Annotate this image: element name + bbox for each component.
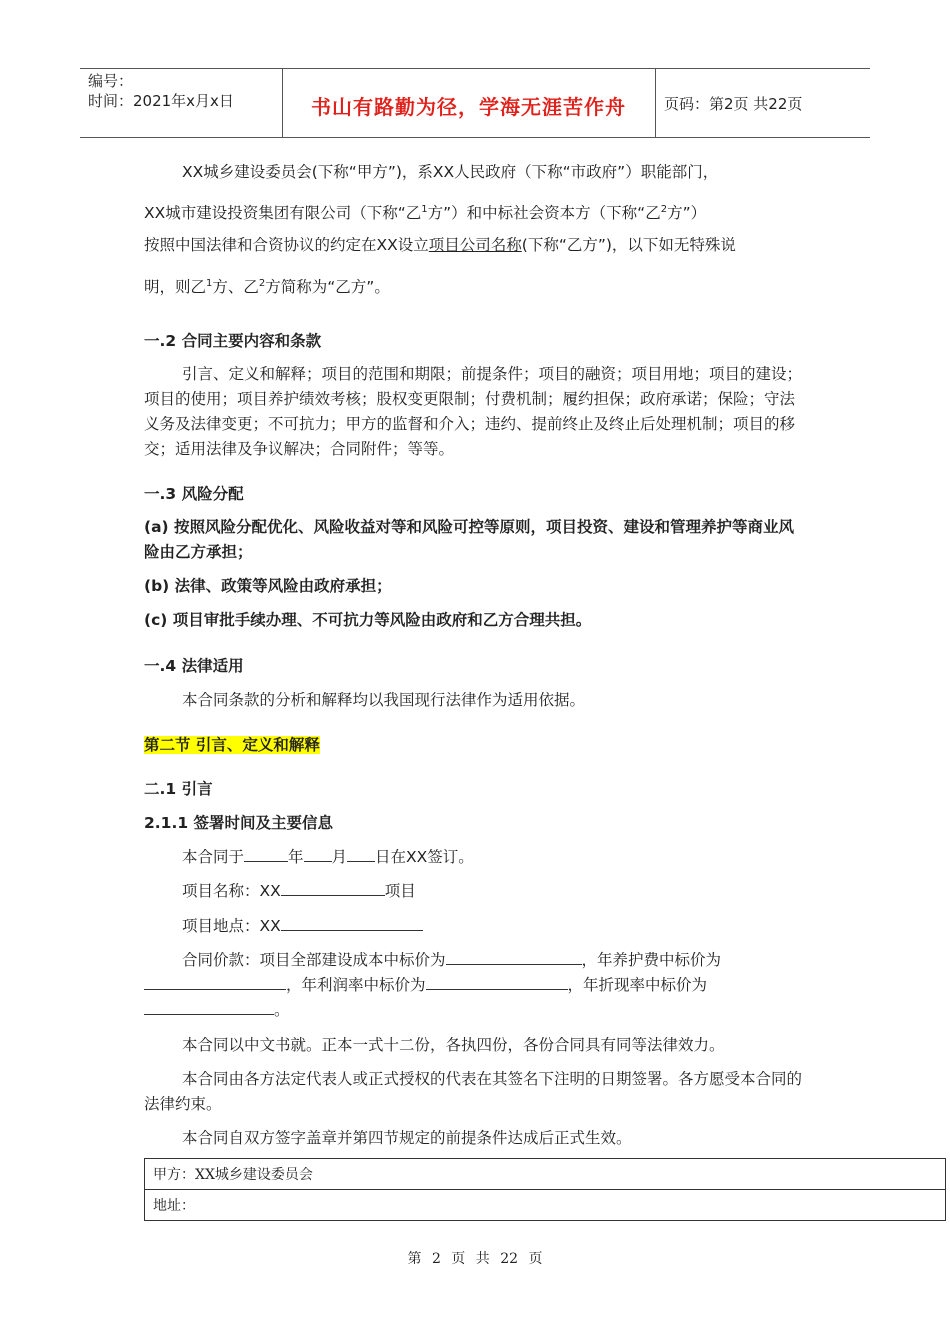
section-body: 本合同条款的分析和解释均以我国现行法律作为适用依据。 [182, 691, 586, 709]
blank-field [426, 975, 568, 990]
page-footer: 第 2 页 共 22 页 [407, 1251, 543, 1267]
page-header [80, 68, 870, 138]
risk-item-a: (a) 按照风险分配优化、风险收益对等和风险可控等原则，项目投资、建设和管理养护等商业风险由乙方承担； [144, 518, 795, 561]
project-company-name: 项目公司名称 [428, 236, 522, 254]
code-label: 编号： [88, 72, 134, 90]
blank-field [281, 881, 385, 896]
intro-line: XX城乡建设委员会(下称“甲方”)，系XX人民政府（下称“市政府”）职能部门， [182, 163, 719, 181]
subsection-heading: 2.1.1 签署时间及主要信息 [144, 814, 334, 832]
header-page-number: 页码：第2页 共22页 [664, 95, 803, 113]
body-paragraph: 本合同由各方法定代表人或正式授权的代表在其签名下注明的日期签署。各方愿受本合同的法律约束。 [144, 1070, 803, 1113]
risk-item-b: (b) 法律、政策等风险由政府承担； [144, 577, 392, 595]
project-location-line: 项目地点：XX [144, 914, 806, 939]
blank-field [244, 847, 288, 862]
table-row [145, 1159, 946, 1190]
section-heading: 二.1 引言 [144, 780, 213, 798]
blank-field [144, 1000, 274, 1015]
section-body: 引言、定义和解释；项目的范围和期限；前提条件；项目的融资；项目用地；项目的建设；项目的使用；项目养护绩效考核；股权变更限制；付费机制；履约担保；政府承诺；保险；守法义务及法律变更；不可抗力；甲方的监督和介入；违约、提前终止及终止后处理机制；项目的移交；适用法律及争议解决；合同附件；等等。 [144, 365, 803, 458]
header-divider [655, 69, 656, 137]
body-paragraph: 本合同以中文书就。正本一式十二份，各执四份，各份合同具有同等法律效力。 [182, 1036, 725, 1054]
address-cell: 地址： [145, 1190, 946, 1221]
header-info [88, 71, 282, 111]
section-heading: 一.3 风险分配 [144, 485, 244, 503]
contract-price-paragraph: 合同价款：项目全部建设成本中标价为 ，年养护费中标价为，年利润率中标价为 ，年折现率中标价为。 [144, 948, 806, 1023]
signature-table [144, 1158, 946, 1221]
intro-line: XX城市建设投资集团有限公司（下称“乙$^1$方”）和中标社会资本方（下称“乙$^2$方”） [144, 204, 707, 223]
body-paragraph: 本合同自双方签字盖章并第四节规定的前提条件达成后正式生效。 [182, 1129, 632, 1147]
table-row [145, 1190, 946, 1221]
signing-line: 本合同于 年 月 日在XX签订。 [182, 848, 474, 866]
blank-field [281, 916, 423, 931]
blank-field [347, 847, 375, 862]
blank-field [144, 975, 286, 990]
intro-line: 明，则乙$^1$方、乙$^2$方简称为“乙方”。 [144, 278, 390, 297]
party-a-cell: 甲方：XX城乡建设委员会 [145, 1159, 946, 1190]
chapter-heading: 第二节 引言、定义和解释 [144, 736, 320, 754]
section-heading: 一.2 合同主要内容和条款 [144, 332, 322, 350]
project-name-line: 项目名称：XX 项目 [182, 882, 416, 900]
blank-field [304, 847, 332, 862]
risk-item-c: (c) 项目审批手续办理、不可抗力等风险由政府和乙方合理共担。 [144, 611, 592, 629]
intro-line: 按照中国法律和合资协议的约定在XX设立项目公司名称(下称“乙方”)，以下如无特殊说 [144, 236, 736, 254]
header-date: 时间：2021年x月x日 [88, 92, 234, 110]
header-motto: 书山有路勤为径，学海无涯苦作舟 [311, 95, 626, 119]
blank-field [446, 950, 582, 965]
section-heading: 一.4 法律适用 [144, 657, 244, 675]
